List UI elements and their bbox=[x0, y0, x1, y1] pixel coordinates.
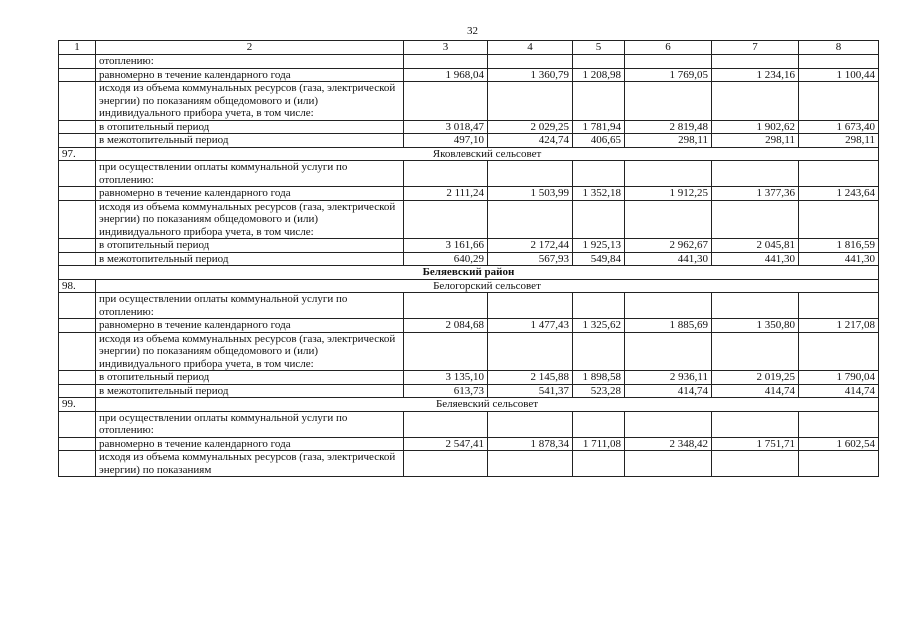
value-cell: 1 781,94 bbox=[573, 120, 625, 134]
value-cell bbox=[799, 411, 879, 437]
value-cell: 1 325,62 bbox=[573, 319, 625, 333]
row-number-empty bbox=[59, 252, 96, 266]
value-cell bbox=[712, 411, 799, 437]
row-label: исходя из объема коммунальных ресурсов (газа, электрической энергии) по показаниям bbox=[96, 451, 404, 477]
value-cell bbox=[488, 200, 573, 239]
value-cell: 441,30 bbox=[799, 252, 879, 266]
value-cell: 2 547,41 bbox=[404, 437, 488, 451]
column-number-header: 4 bbox=[488, 41, 573, 55]
value-cell: 1 217,08 bbox=[799, 319, 879, 333]
table-row bbox=[59, 82, 879, 121]
value-cell: 2 084,68 bbox=[404, 319, 488, 333]
value-cell: 567,93 bbox=[488, 252, 573, 266]
column-number-header: 2 bbox=[96, 41, 404, 55]
row-label: при осуществлении оплаты коммунальной услуги по отоплению: bbox=[96, 411, 404, 437]
table-row bbox=[59, 134, 879, 148]
row-number-empty bbox=[59, 451, 96, 477]
value-cell: 2 111,24 bbox=[404, 187, 488, 201]
table-row bbox=[59, 200, 879, 239]
row-number-empty bbox=[59, 82, 96, 121]
value-cell: 541,37 bbox=[488, 384, 573, 398]
value-cell: 2 936,11 bbox=[625, 371, 712, 385]
row-label: в межотопительный период bbox=[96, 134, 404, 148]
table-row bbox=[59, 371, 879, 385]
value-cell: 424,74 bbox=[488, 134, 573, 148]
district-row bbox=[59, 266, 879, 280]
table-row bbox=[59, 68, 879, 82]
table-row bbox=[59, 55, 879, 69]
value-cell bbox=[712, 451, 799, 477]
value-cell bbox=[625, 293, 712, 319]
value-cell: 298,11 bbox=[799, 134, 879, 148]
table-row bbox=[59, 451, 879, 477]
value-cell bbox=[799, 332, 879, 371]
value-cell bbox=[404, 332, 488, 371]
value-cell bbox=[404, 161, 488, 187]
value-cell bbox=[404, 411, 488, 437]
value-cell bbox=[712, 200, 799, 239]
value-cell: 549,84 bbox=[573, 252, 625, 266]
row-number-empty bbox=[59, 437, 96, 451]
value-cell bbox=[799, 161, 879, 187]
value-cell: 1 673,40 bbox=[799, 120, 879, 134]
table-row bbox=[59, 293, 879, 319]
value-cell: 1 968,04 bbox=[404, 68, 488, 82]
row-number-empty bbox=[59, 384, 96, 398]
table-row bbox=[59, 252, 879, 266]
value-cell: 3 018,47 bbox=[404, 120, 488, 134]
row-number: 97. bbox=[59, 147, 96, 161]
value-cell bbox=[625, 451, 712, 477]
value-cell: 3 161,66 bbox=[404, 239, 488, 253]
row-label: равномерно в течение календарного года bbox=[96, 68, 404, 82]
value-cell: 1 816,59 bbox=[799, 239, 879, 253]
row-label: равномерно в течение календарного года bbox=[96, 187, 404, 201]
value-cell: 1 751,71 bbox=[712, 437, 799, 451]
value-cell: 497,10 bbox=[404, 134, 488, 148]
row-label: исходя из объема коммунальных ресурсов (газа, электрической энергии) по показаниям общедомового и (или) индивидуального прибора учета, в том числе: bbox=[96, 82, 404, 121]
value-cell bbox=[799, 82, 879, 121]
value-cell bbox=[712, 161, 799, 187]
row-number-empty bbox=[59, 68, 96, 82]
value-cell: 298,11 bbox=[712, 134, 799, 148]
row-number-empty bbox=[59, 293, 96, 319]
value-cell: 1 243,64 bbox=[799, 187, 879, 201]
value-cell bbox=[573, 411, 625, 437]
value-cell: 1 925,13 bbox=[573, 239, 625, 253]
value-cell: 414,74 bbox=[625, 384, 712, 398]
value-cell bbox=[488, 55, 573, 69]
row-number-empty bbox=[59, 371, 96, 385]
row-label: в межотопительный период bbox=[96, 384, 404, 398]
value-cell bbox=[625, 82, 712, 121]
column-number-header: 6 bbox=[625, 41, 712, 55]
value-cell: 1 352,18 bbox=[573, 187, 625, 201]
row-number-empty bbox=[59, 55, 96, 69]
value-cell: 2 145,88 bbox=[488, 371, 573, 385]
value-cell: 1 769,05 bbox=[625, 68, 712, 82]
value-cell bbox=[799, 451, 879, 477]
value-cell bbox=[573, 82, 625, 121]
row-label: исходя из объема коммунальных ресурсов (газа, электрической энергии) по показаниям общедомового и (или) индивидуального прибора учета, в том числе: bbox=[96, 332, 404, 371]
value-cell bbox=[404, 200, 488, 239]
value-cell bbox=[625, 161, 712, 187]
row-label: в отопительный период bbox=[96, 371, 404, 385]
value-cell: 1 602,54 bbox=[799, 437, 879, 451]
table-row bbox=[59, 161, 879, 187]
row-label: в отопительный период bbox=[96, 120, 404, 134]
row-label: равномерно в течение календарного года bbox=[96, 437, 404, 451]
value-cell bbox=[488, 332, 573, 371]
value-cell: 2 962,67 bbox=[625, 239, 712, 253]
value-cell bbox=[488, 451, 573, 477]
value-cell bbox=[404, 82, 488, 121]
row-number-empty bbox=[59, 134, 96, 148]
value-cell: 1 902,62 bbox=[712, 120, 799, 134]
value-cell: 2 819,48 bbox=[625, 120, 712, 134]
value-cell: 441,30 bbox=[625, 252, 712, 266]
value-cell bbox=[625, 200, 712, 239]
row-number-empty bbox=[59, 161, 96, 187]
table-row bbox=[59, 319, 879, 333]
value-cell: 640,29 bbox=[404, 252, 488, 266]
row-label: при осуществлении оплаты коммунальной услуги по отоплению: bbox=[96, 161, 404, 187]
value-cell bbox=[573, 293, 625, 319]
row-number: 98. bbox=[59, 279, 96, 293]
value-cell: 1 377,36 bbox=[712, 187, 799, 201]
value-cell: 3 135,10 bbox=[404, 371, 488, 385]
settlement-name: Белогорский сельсовет bbox=[96, 279, 879, 293]
value-cell bbox=[799, 293, 879, 319]
tariff-table bbox=[58, 40, 879, 477]
settlement-section-row bbox=[59, 147, 879, 161]
value-cell: 1 912,25 bbox=[625, 187, 712, 201]
settlement-name: Яковлевский сельсовет bbox=[96, 147, 879, 161]
row-label: равномерно в течение календарного года bbox=[96, 319, 404, 333]
value-cell bbox=[573, 451, 625, 477]
table-row bbox=[59, 332, 879, 371]
value-cell bbox=[712, 332, 799, 371]
value-cell bbox=[573, 55, 625, 69]
table-header-row bbox=[59, 41, 879, 55]
value-cell: 2 019,25 bbox=[712, 371, 799, 385]
row-number-empty bbox=[59, 239, 96, 253]
row-label: в межотопительный период bbox=[96, 252, 404, 266]
row-number-empty bbox=[59, 411, 96, 437]
value-cell: 1 790,04 bbox=[799, 371, 879, 385]
value-cell: 2 045,81 bbox=[712, 239, 799, 253]
value-cell: 2 029,25 bbox=[488, 120, 573, 134]
row-number-empty bbox=[59, 187, 96, 201]
value-cell bbox=[573, 161, 625, 187]
value-cell: 1 234,16 bbox=[712, 68, 799, 82]
value-cell bbox=[573, 200, 625, 239]
value-cell bbox=[404, 293, 488, 319]
value-cell: 1 208,98 bbox=[573, 68, 625, 82]
table-row bbox=[59, 384, 879, 398]
column-number-header: 5 bbox=[573, 41, 625, 55]
value-cell bbox=[625, 332, 712, 371]
value-cell bbox=[404, 451, 488, 477]
table-row bbox=[59, 187, 879, 201]
table-row bbox=[59, 239, 879, 253]
settlement-name: Беляевский сельсовет bbox=[96, 398, 879, 412]
table-row bbox=[59, 411, 879, 437]
settlement-section-row bbox=[59, 279, 879, 293]
value-cell bbox=[488, 82, 573, 121]
row-number: 99. bbox=[59, 398, 96, 412]
value-cell bbox=[488, 293, 573, 319]
column-number-header: 3 bbox=[404, 41, 488, 55]
row-number-empty bbox=[59, 332, 96, 371]
value-cell: 1 711,08 bbox=[573, 437, 625, 451]
value-cell bbox=[625, 411, 712, 437]
value-cell: 523,28 bbox=[573, 384, 625, 398]
value-cell: 1 878,34 bbox=[488, 437, 573, 451]
table-row bbox=[59, 437, 879, 451]
value-cell bbox=[712, 82, 799, 121]
value-cell bbox=[488, 411, 573, 437]
table-row bbox=[59, 120, 879, 134]
value-cell bbox=[625, 55, 712, 69]
page-number: 32 bbox=[467, 25, 478, 37]
row-number-empty bbox=[59, 120, 96, 134]
value-cell bbox=[799, 55, 879, 69]
row-number-empty bbox=[59, 200, 96, 239]
column-number-header: 8 bbox=[799, 41, 879, 55]
value-cell bbox=[712, 55, 799, 69]
row-label: при осуществлении оплаты коммунальной услуги по отоплению: bbox=[96, 293, 404, 319]
value-cell: 2 348,42 bbox=[625, 437, 712, 451]
value-cell bbox=[712, 293, 799, 319]
row-label: исходя из объема коммунальных ресурсов (газа, электрической энергии) по показаниям общедомового и (или) индивидуального прибора учета, в том числе: bbox=[96, 200, 404, 239]
value-cell: 1 503,99 bbox=[488, 187, 573, 201]
value-cell bbox=[573, 332, 625, 371]
value-cell: 414,74 bbox=[712, 384, 799, 398]
column-number-header: 1 bbox=[59, 41, 96, 55]
row-label: отоплению: bbox=[96, 55, 404, 69]
value-cell: 2 172,44 bbox=[488, 239, 573, 253]
value-cell: 1 898,58 bbox=[573, 371, 625, 385]
value-cell: 1 477,43 bbox=[488, 319, 573, 333]
value-cell: 414,74 bbox=[799, 384, 879, 398]
value-cell: 1 360,79 bbox=[488, 68, 573, 82]
value-cell: 441,30 bbox=[712, 252, 799, 266]
value-cell: 406,65 bbox=[573, 134, 625, 148]
value-cell: 1 350,80 bbox=[712, 319, 799, 333]
row-number-empty bbox=[59, 319, 96, 333]
value-cell: 1 885,69 bbox=[625, 319, 712, 333]
district-name: Беляевский район bbox=[59, 266, 879, 280]
value-cell: 298,11 bbox=[625, 134, 712, 148]
row-label: в отопительный период bbox=[96, 239, 404, 253]
settlement-section-row bbox=[59, 398, 879, 412]
column-number-header: 7 bbox=[712, 41, 799, 55]
value-cell bbox=[404, 55, 488, 69]
value-cell: 1 100,44 bbox=[799, 68, 879, 82]
value-cell bbox=[488, 161, 573, 187]
value-cell bbox=[799, 200, 879, 239]
value-cell: 613,73 bbox=[404, 384, 488, 398]
